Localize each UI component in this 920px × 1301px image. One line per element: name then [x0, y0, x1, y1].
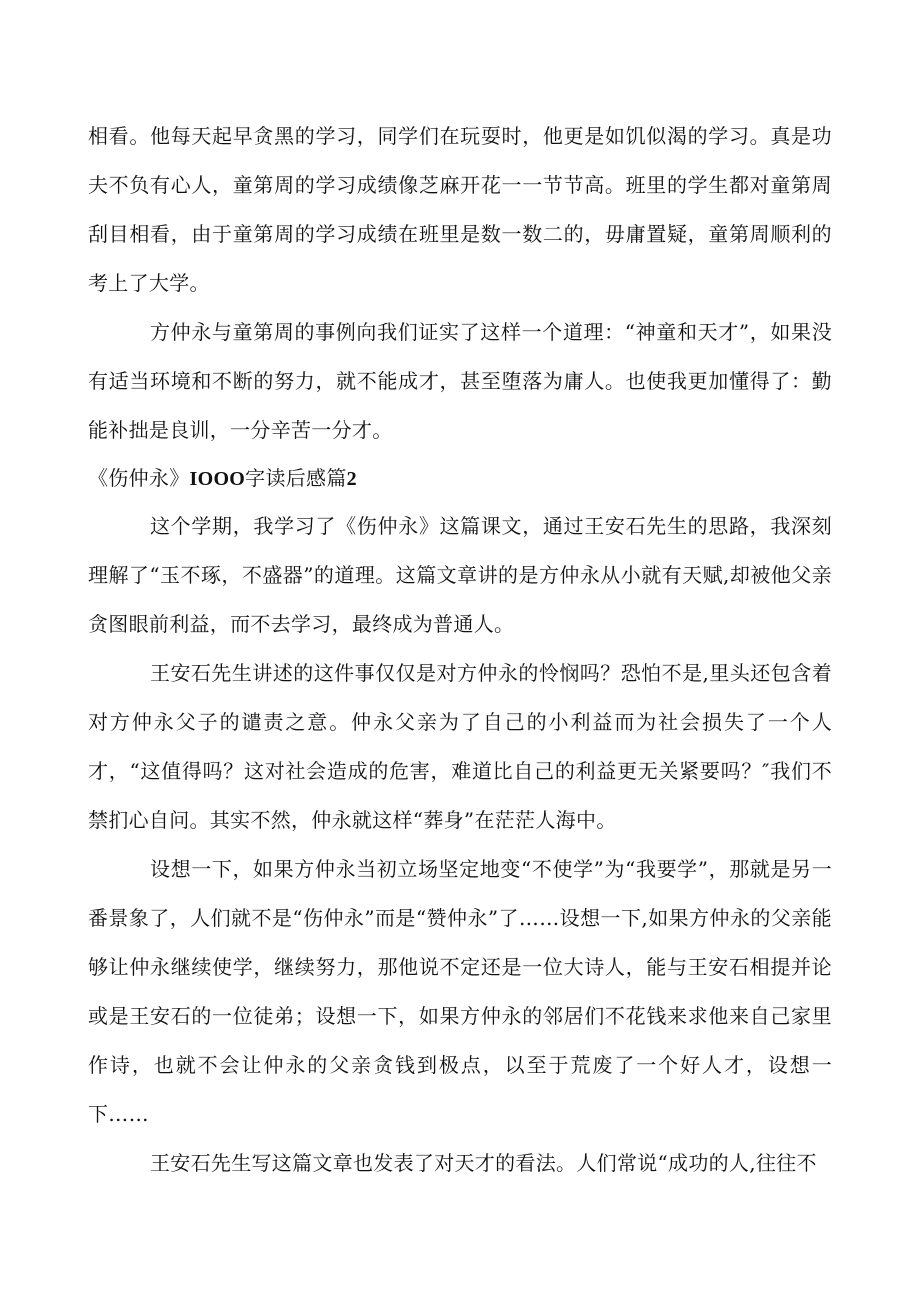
heading-bold-index: 2 [346, 468, 357, 490]
section-heading [88, 455, 832, 502]
paragraph-continuation: 相看。他每天起早贪黑的学习，同学们在玩耍时，他更是如饥似渴的学习。真是功夫不负有心人，童第周的学习成绩像芝麻开花一一节节高。班里的学生都对童第周刮目相看，由于童第周的学习成绩在班里是数一数二的，毋庸置疑，童第周顺利的考上了大学。 [88, 124, 832, 295]
paragraph-imagine: 设想一下，如果方仲永当初立场坚定地变“不使学”为“我要学”，那就是另一番景象了，人们就不是“伤仲永”而是“赞仲永”了……设想一下,如果方仲永的父亲能够让仲永继续使学，继续努力，那他说不定还是一位大诗人，能与王安石相提并论或是王安石的一位徒弟；设想一下，如果方仲永的邻居们不花钱来求他来自己家里作诗，也就不会让仲永的父亲贪钱到极点，以至于荒废了一个好人才，设想一下…… [88, 857, 832, 1126]
heading-middle: 字读后感篇 [245, 466, 347, 490]
heading-prefix: 《伤仲永》 [88, 466, 190, 490]
paragraph-genius: 王安石先生写这篇文章也发表了对天才的看法。人们常说“成功的人,往往不 [150, 1151, 817, 1175]
paragraph-reflection: 王安石先生讲述的这件事仅仅是对方仲永的怜悯吗？恐怕不是,里头还包含着对方仲永父子的谴责之意。仲永父亲为了自己的小利益而为社会损失了一个人才，“这值得吗？这对社会造成的危害，难道比自己的利益更无关紧要吗？″我们不禁扪心自问。其实不然，仲永就这样“葬身”在茫茫人海中。 [88, 661, 832, 832]
heading-bold-number: IOOO [189, 468, 246, 490]
document-page [88, 112, 832, 1188]
paragraph-conclusion: 方仲永与童第周的事例向我们证实了这样一个道理：“神童和天才”，如果没有适当环境和不断的努力，就不能成才，甚至堕落为庸人。也使我更加懂得了：勤能补拙是良训，一分辛苦一分才。 [88, 320, 832, 442]
paragraph-intro: 这个学期，我学习了《伤仲永》这篇课文，通过王安石先生的思路，我深刻理解了“玉不琢，不盛器”的道理。这篇文章讲的是方仲永从小就有天赋,却被他父亲贪图眼前利益，而不去学习，最终成为普通人。 [88, 514, 832, 636]
